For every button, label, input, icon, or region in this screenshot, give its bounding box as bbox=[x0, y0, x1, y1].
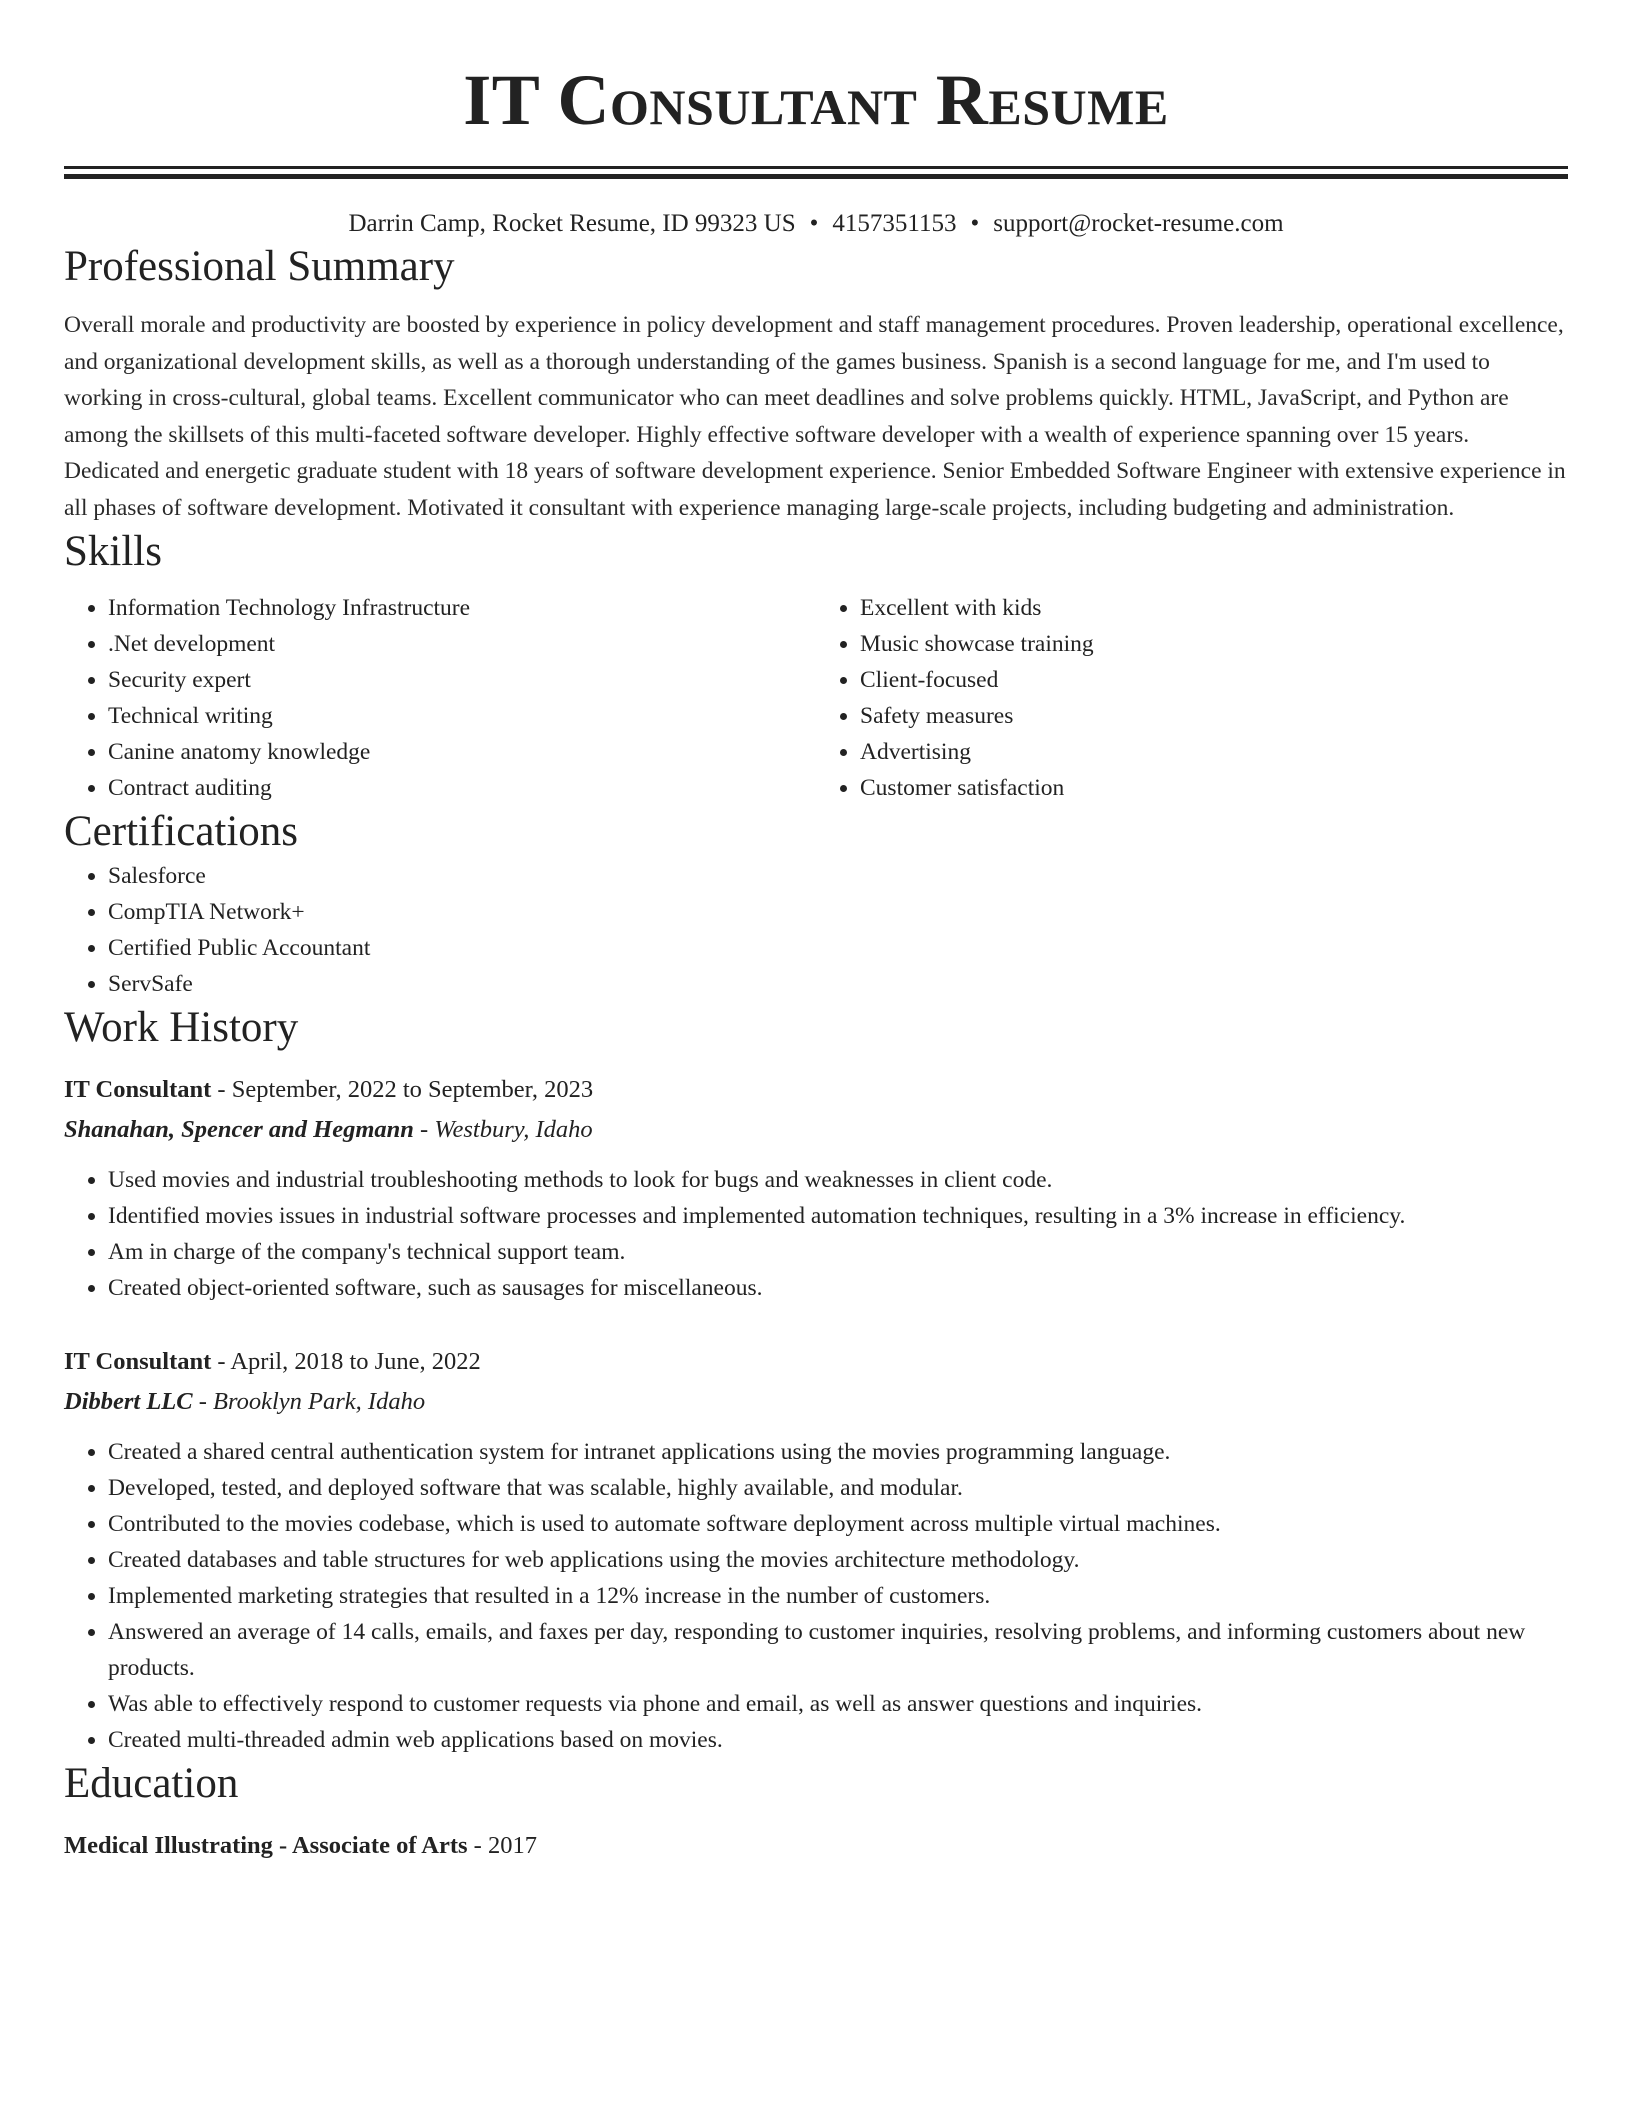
skill-item: • Client-focused bbox=[860, 662, 1568, 698]
education-degree: Medical Illustrating - Associate of Arts bbox=[64, 1832, 468, 1859]
skill-item: • Canine anatomy knowledge bbox=[108, 734, 816, 770]
certification-item: • Certified Public Accountant bbox=[108, 930, 1568, 966]
summary-text: Overall morale and productivity are boosted by experience in policy development and staff management procedures. Proven leadership, operational excellence, and organizational development skills, as well as a thorough understanding of the games business. Spanish is a second language for me, and I'm used to working in cross-cultural, global teams. Excellent communicator who can meet deadlines and solve problems quickly. HTML, JavaScript, and Python are among the skillsets of this multi-faceted software developer. Highly effective software developer with a wealth of experience spanning over 15 years. Dedicated and energetic graduate student with 18 years of software development experience. Senior Embedded Software Engineer with extensive experience in all phases of software development. Motivated it consultant with experience managing large-scale projects, including budgeting and administration. bbox=[64, 312, 1566, 521]
skill-item: • Technical writing bbox=[108, 698, 816, 734]
skill-item: • Customer satisfaction bbox=[860, 770, 1568, 806]
skill-item: • Contract auditing bbox=[108, 770, 816, 806]
contact-line bbox=[64, 207, 1568, 241]
skill-item: • Safety measures bbox=[860, 698, 1568, 734]
skill-item: • Advertising bbox=[860, 734, 1568, 770]
contact-address: Darrin Camp, Rocket Resume, ID 99323 US bbox=[348, 210, 796, 237]
job-location: - Brooklyn Park, Idaho bbox=[192, 1388, 426, 1415]
education-heading: Education bbox=[64, 1760, 239, 1807]
job-bullet: • Was able to effectively respond to customer requests via phone and email, as well as answer questions and inquiries. bbox=[108, 1686, 1568, 1722]
certifications-heading: Certifications bbox=[64, 808, 299, 855]
skill-item: • .Net development bbox=[108, 626, 816, 662]
job-bullet: • Developed, tested, and deployed software that was scalable, highly available, and modular. bbox=[108, 1470, 1568, 1506]
job-bullets bbox=[64, 1162, 1568, 1306]
job-bullet: • Answered an average of 14 calls, emails, and faxes per day, responding to customer inquiries, resolving problems, and informing customers about new products. bbox=[108, 1614, 1568, 1686]
job-bullet: • Created object-oriented software, such as sausages for miscellaneous. bbox=[108, 1270, 1568, 1306]
job-entry bbox=[64, 1070, 1568, 1306]
certification-item: • ServSafe bbox=[108, 966, 1568, 1002]
skills-list-right bbox=[816, 590, 1568, 806]
certification-item: • CompTIA Network+ bbox=[108, 894, 1568, 930]
education-year: - 2017 bbox=[467, 1832, 537, 1859]
job-company: Shanahan, Spencer and Hegmann bbox=[64, 1116, 414, 1143]
job-bullets bbox=[64, 1434, 1568, 1758]
work-history-heading: Work History bbox=[64, 1004, 299, 1051]
job-company-line bbox=[64, 1382, 1568, 1422]
job-bullet: • Created databases and table structures for web applications using the movies architecture methodology. bbox=[108, 1542, 1568, 1578]
job-bullet: • Implemented marketing strategies that resulted in a 12% increase in the number of customers. bbox=[108, 1578, 1568, 1614]
skills-grid bbox=[64, 590, 1568, 806]
job-bullet: • Created multi-threaded admin web applications based on movies. bbox=[108, 1722, 1568, 1758]
skills-heading: Skills bbox=[64, 528, 162, 575]
contact-separator: • bbox=[970, 210, 980, 237]
skill-item: • Information Technology Infrastructure bbox=[108, 590, 816, 626]
job-dates: - April, 2018 to June, 2022 bbox=[211, 1348, 481, 1375]
job-title: IT Consultant bbox=[64, 1348, 212, 1375]
job-title: IT Consultant bbox=[64, 1076, 212, 1103]
page-title: IT Consultant Resume bbox=[463, 60, 1169, 140]
skill-item: • Security expert bbox=[108, 662, 816, 698]
job-bullet: • Identified movies issues in industrial software processes and implemented automation techniques, resulting in a 3% increase in efficiency. bbox=[108, 1198, 1568, 1234]
education-entry bbox=[64, 1826, 1568, 1866]
certifications-list bbox=[64, 858, 1568, 1002]
job-dates: - September, 2022 to September, 2023 bbox=[211, 1076, 594, 1103]
job-title-line bbox=[64, 1070, 1568, 1110]
job-title-line bbox=[64, 1342, 1568, 1382]
summary-heading: Professional Summary bbox=[64, 243, 455, 290]
title-divider bbox=[64, 166, 1568, 169]
job-entry bbox=[64, 1342, 1568, 1758]
job-company: Dibbert LLC bbox=[64, 1388, 193, 1415]
contact-separator: • bbox=[809, 210, 819, 237]
skill-item: • Music showcase training bbox=[860, 626, 1568, 662]
job-location: - Westbury, Idaho bbox=[413, 1116, 593, 1143]
job-bullet: • Am in charge of the company's technical support team. bbox=[108, 1234, 1568, 1270]
skill-item: • Excellent with kids bbox=[860, 590, 1568, 626]
job-bullet: • Contributed to the movies codebase, which is used to automate software deployment across multiple virtual machines. bbox=[108, 1506, 1568, 1542]
contact-phone: 4157351153 bbox=[832, 210, 957, 237]
job-bullet: • Used movies and industrial troubleshooting methods to look for bugs and weaknesses in client code. bbox=[108, 1162, 1568, 1198]
skills-list-left bbox=[64, 590, 816, 806]
job-bullet: • Created a shared central authentication system for intranet applications using the movies programming language. bbox=[108, 1434, 1568, 1470]
job-company-line bbox=[64, 1110, 1568, 1150]
certification-item: • Salesforce bbox=[108, 858, 1568, 894]
contact-email: support@rocket-resume.com bbox=[993, 210, 1284, 237]
